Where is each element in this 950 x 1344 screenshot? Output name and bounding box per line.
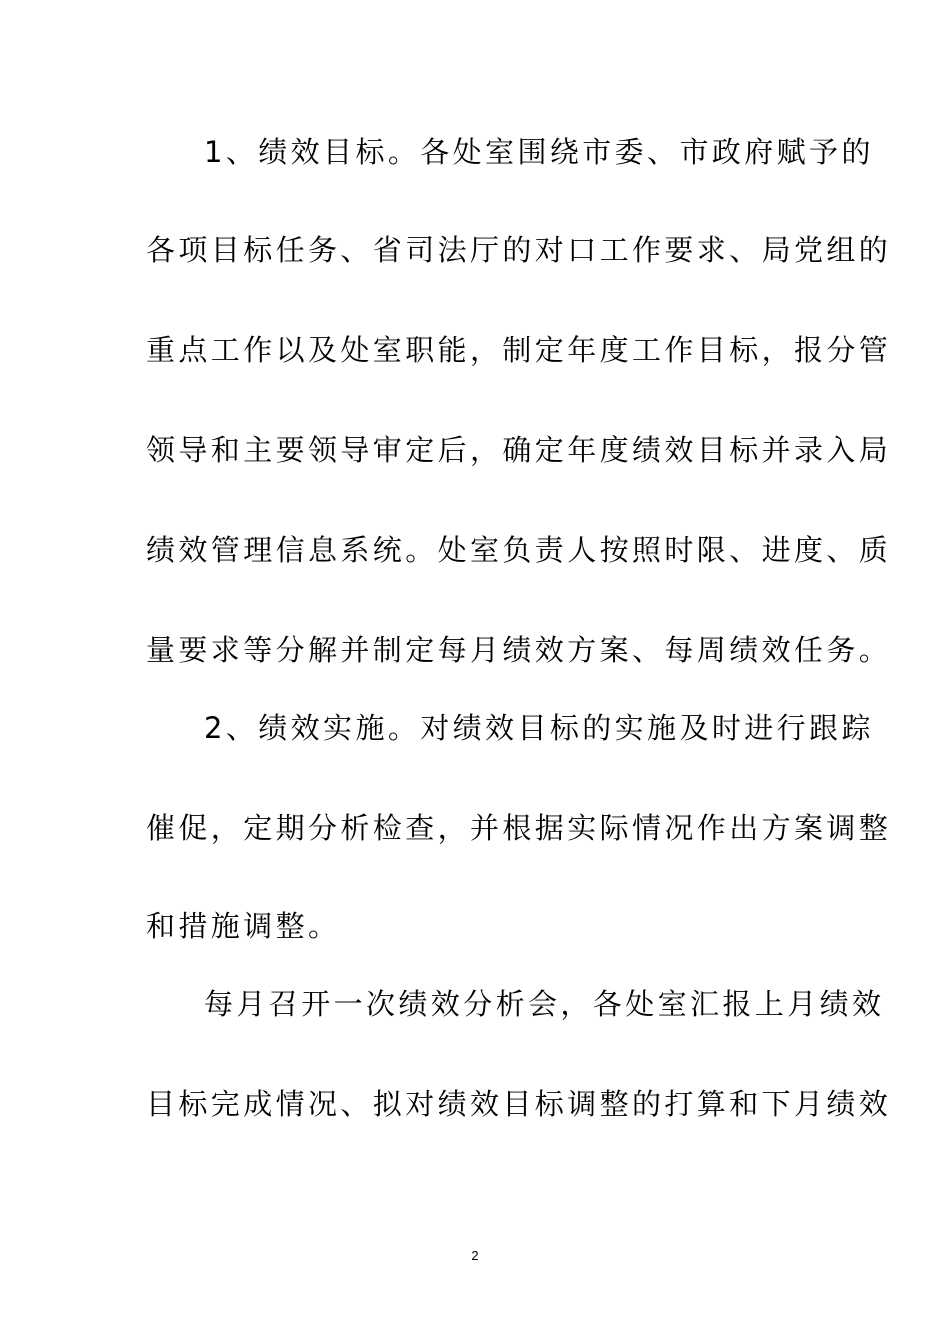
paragraph-1-line-4: 领导和主要领导审定后，确定年度绩效目标并录入局	[146, 433, 892, 467]
paragraph-3-line-2: 目标完成情况、拟对绩效目标调整的打算和下月绩效	[146, 1087, 892, 1121]
paragraph-1-line-1: 1、绩效目标。各处室围绕市委、市政府赋予的	[204, 135, 874, 169]
paragraph-1-line-6: 量要求等分解并制定每月绩效方案、每周绩效任务。	[146, 633, 892, 667]
paragraph-2-line-2: 催促，定期分析检查，并根据实际情况作出方案调整	[146, 811, 892, 845]
paragraph-1-line-2: 各项目标任务、省司法厅的对口工作要求、局党组的	[146, 233, 892, 267]
paragraph-1-line-3: 重点工作以及处室职能，制定年度工作目标，报分管	[146, 333, 892, 367]
paragraph-2-line-1: 2、绩效实施。对绩效目标的实施及时进行跟踪	[204, 711, 874, 745]
page-number: 2	[471, 1248, 479, 1263]
paragraph-3-line-1: 每月召开一次绩效分析会，各处室汇报上月绩效	[204, 987, 885, 1021]
paragraph-2-line-3: 和措施调整。	[146, 909, 341, 943]
paragraph-1-line-5: 绩效管理信息系统。处室负责人按照时限、进度、质	[146, 533, 892, 567]
